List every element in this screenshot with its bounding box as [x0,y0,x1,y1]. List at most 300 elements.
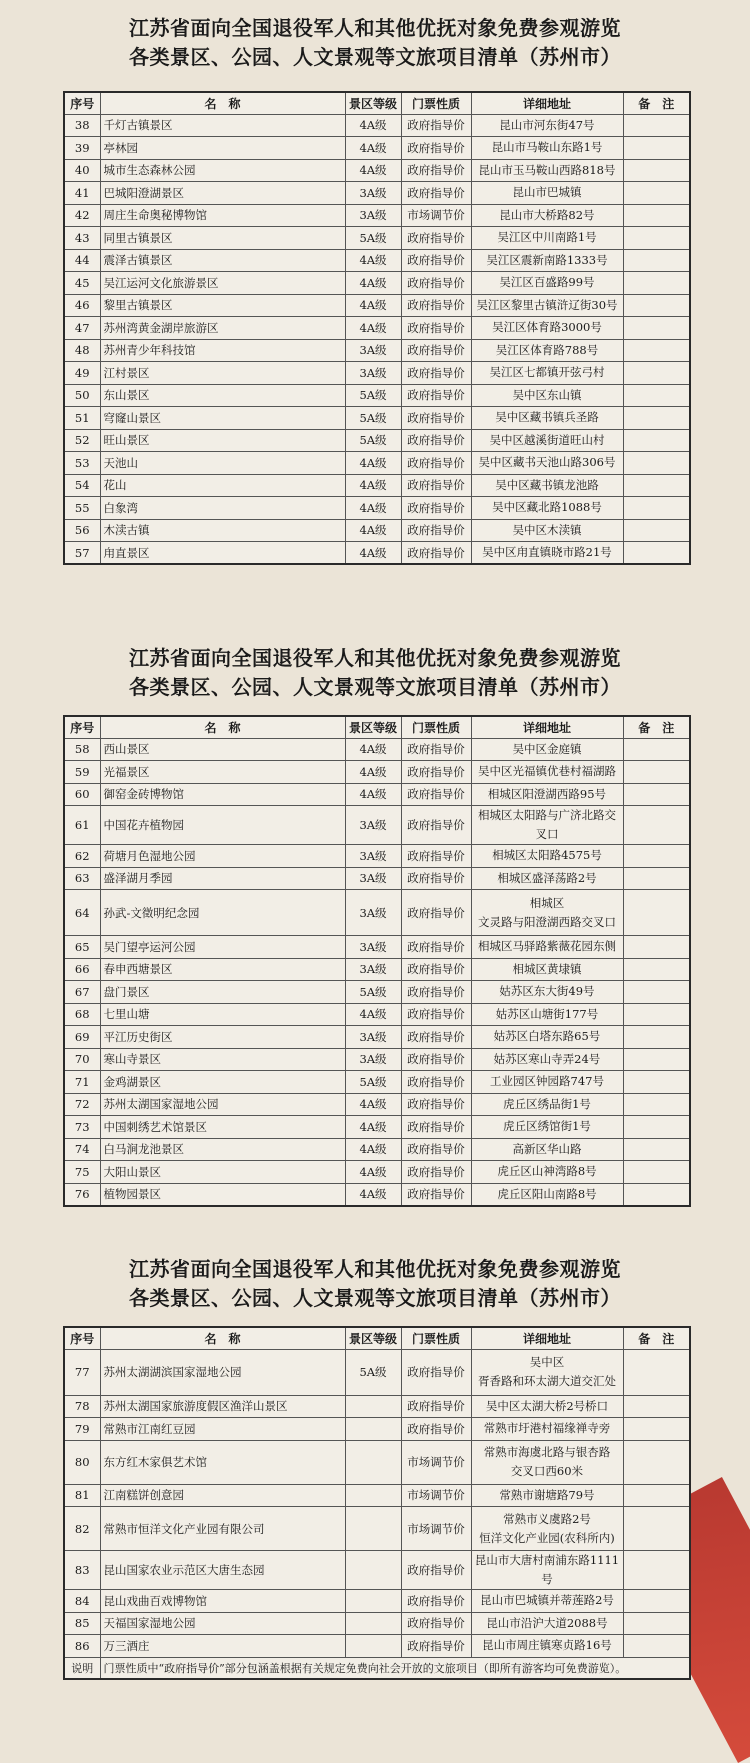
table-row [64,1183,690,1206]
col-name-cell: 黎里古镇景区 [100,294,345,317]
col-grade-cell: 3A级 [345,204,401,227]
col-ticket-cell: 政府指导价 [401,1551,471,1590]
table-row [64,1116,690,1139]
col-remarks-cell [623,429,690,452]
header-col-remarks: 备 注 [623,716,690,738]
col-address-cell: 昆山市大桥路82号 [471,204,623,227]
col-address-cell: 昆山市沿沪大道2088号 [471,1612,623,1635]
col-remarks-cell [623,1003,690,1026]
col-index-cell: 77 [64,1349,100,1395]
col-grade-cell: 4A级 [345,137,401,160]
col-address-cell: 常熟市圩港村福缘禅寺旁 [471,1418,623,1441]
col-name-cell: 植物园景区 [100,1183,345,1206]
col-remarks-cell [623,936,690,959]
col-remarks-cell [623,249,690,272]
header-col-grade: 景区等级 [345,92,401,114]
table-row [64,1003,690,1026]
header-col-index: 序号 [64,92,100,114]
header-col-remarks: 备 注 [623,92,690,114]
col-address-cell: 吴中区木渎镇 [471,519,623,542]
col-name-cell: 大阳山景区 [100,1161,345,1184]
col-remarks-cell [623,806,690,845]
col-name-cell: 御窑金砖博物馆 [100,783,345,806]
col-address-cell: 常熟市谢塘路79号 [471,1484,623,1507]
col-index-cell: 40 [64,159,100,182]
col-index-cell: 86 [64,1635,100,1658]
col-address-cell: 吴中区藏书天池山路306号 [471,452,623,475]
col-ticket-cell: 政府指导价 [401,317,471,340]
col-remarks-cell [623,1026,690,1049]
table-row [64,227,690,250]
header-col-grade: 景区等级 [345,1327,401,1349]
col-ticket-cell: 政府指导价 [401,1349,471,1395]
col-ticket-cell: 政府指导价 [401,519,471,542]
table-row [64,1551,690,1590]
col-remarks-cell [623,137,690,160]
col-name-cell: 昆山戏曲百戏博物馆 [100,1590,345,1613]
col-address-cell: 昆山市玉马鞍山西路818号 [471,159,623,182]
section-title-line1: 江苏省面向全国退役军人和其他优抚对象免费参观游览 [129,646,621,670]
table-row [64,159,690,182]
section-2 [0,644,750,702]
col-name-cell: 江南糕饼创意园 [100,1484,345,1507]
col-grade-cell: 4A级 [345,1116,401,1139]
col-grade-cell: 3A级 [345,182,401,205]
table-row [64,1093,690,1116]
col-remarks-cell [623,1551,690,1590]
col-index-cell: 48 [64,339,100,362]
col-index-cell: 58 [64,738,100,761]
col-index-cell: 46 [64,294,100,317]
section-title-line2: 各类景区、公园、人文景观等文旅项目清单（苏州市） [129,45,621,69]
table-row [64,845,690,868]
col-grade-cell: 4A级 [345,1093,401,1116]
col-index-cell: 60 [64,783,100,806]
col-ticket-cell: 政府指导价 [401,407,471,430]
col-name-cell: 中国花卉植物园 [100,806,345,845]
col-grade-cell: 3A级 [345,890,401,936]
col-ticket-cell: 政府指导价 [401,542,471,565]
col-grade-cell: 3A级 [345,867,401,890]
table-row [64,761,690,784]
col-remarks-cell [623,204,690,227]
col-address-cell: 吴中区藏北路1088号 [471,497,623,520]
col-name-cell: 中国刺绣艺术馆景区 [100,1116,345,1139]
col-address-cell: 姑苏区寒山寺弄24号 [471,1048,623,1071]
col-grade-cell: 3A级 [345,936,401,959]
col-remarks-cell [623,227,690,250]
col-name-cell: 吴江运河文化旅游景区 [100,272,345,295]
col-name-cell: 苏州青少年科技馆 [100,339,345,362]
col-name-cell: 亭林园 [100,137,345,160]
col-name-cell: 苏州太湖湖滨国家湿地公园 [100,1349,345,1395]
table-row [64,1161,690,1184]
header-col-name: 名 称 [100,1327,345,1349]
col-address-cell: 姑苏区白塔东路65号 [471,1026,623,1049]
table-row [64,1590,690,1613]
section-title-line1: 江苏省面向全国退役军人和其他优抚对象免费参观游览 [129,16,621,40]
col-grade-cell: 4A级 [345,1183,401,1206]
section-1 [0,14,750,72]
col-name-cell: 天池山 [100,452,345,475]
table-row [64,452,690,475]
col-index-cell: 62 [64,845,100,868]
col-remarks-cell [623,182,690,205]
col-grade-cell: 4A级 [345,1138,401,1161]
col-remarks-cell [623,272,690,295]
col-index-cell: 56 [64,519,100,542]
table-row [64,1349,690,1395]
col-index-cell: 82 [64,1507,100,1551]
col-index-cell: 53 [64,452,100,475]
col-name-cell: 光福景区 [100,761,345,784]
col-ticket-cell: 政府指导价 [401,452,471,475]
attractions-table-3 [63,1326,691,1680]
table-row [64,1635,690,1658]
col-grade-cell: 4A级 [345,317,401,340]
col-ticket-cell: 政府指导价 [401,159,471,182]
col-name-cell: 城市生态森林公园 [100,159,345,182]
header-col-remarks: 备 注 [623,1327,690,1349]
col-remarks-cell [623,519,690,542]
col-address-cell: 姑苏区山塘街177号 [471,1003,623,1026]
table-row [64,384,690,407]
col-address-cell: 吴中区东山镇 [471,384,623,407]
section-title-line2: 各类景区、公园、人文景观等文旅项目清单（苏州市） [129,675,621,699]
col-grade-cell: 4A级 [345,738,401,761]
col-ticket-cell: 政府指导价 [401,783,471,806]
col-index-cell: 83 [64,1551,100,1590]
col-grade-cell: 4A级 [345,452,401,475]
col-address-cell: 相城区 文灵路与阳澄湖西路交叉口 [471,890,623,936]
col-index-cell: 38 [64,114,100,137]
col-index-cell: 80 [64,1440,100,1484]
col-index-cell: 41 [64,182,100,205]
col-grade-cell: 4A级 [345,272,401,295]
header-col-grade: 景区等级 [345,716,401,738]
header-col-ticket: 门票性质 [401,92,471,114]
header-col-address: 详细地址 [471,92,623,114]
col-index-cell: 50 [64,384,100,407]
col-index-cell: 51 [64,407,100,430]
col-grade-cell: 5A级 [345,1071,401,1094]
col-ticket-cell: 政府指导价 [401,339,471,362]
col-ticket-cell: 政府指导价 [401,1161,471,1184]
col-ticket-cell: 政府指导价 [401,845,471,868]
col-ticket-cell: 政府指导价 [401,958,471,981]
table-row [64,362,690,385]
col-name-cell: 东山景区 [100,384,345,407]
col-remarks-cell [623,1484,690,1507]
col-ticket-cell: 政府指导价 [401,936,471,959]
col-remarks-cell [623,1635,690,1658]
col-address-cell: 姑苏区东大街49号 [471,981,623,1004]
col-grade-cell [345,1507,401,1551]
col-index-cell: 54 [64,474,100,497]
col-index-cell: 49 [64,362,100,385]
col-ticket-cell: 政府指导价 [401,890,471,936]
col-ticket-cell: 政府指导价 [401,761,471,784]
col-grade-cell: 4A级 [345,1161,401,1184]
col-remarks-cell [623,362,690,385]
col-remarks-cell [623,294,690,317]
col-remarks-cell [623,1395,690,1418]
col-name-cell: 花山 [100,474,345,497]
col-remarks-cell [623,1612,690,1635]
col-name-cell: 周庄生命奥秘博物馆 [100,204,345,227]
col-address-cell: 相城区马驿路紫薇花园东侧 [471,936,623,959]
col-address-cell: 吴中区甪直镇晓市路21号 [471,542,623,565]
col-remarks-cell [623,845,690,868]
col-ticket-cell: 政府指导价 [401,1048,471,1071]
col-remarks-cell [623,958,690,981]
col-ticket-cell: 政府指导价 [401,429,471,452]
col-grade-cell: 3A级 [345,1026,401,1049]
col-remarks-cell [623,407,690,430]
section-title-line1: 江苏省面向全国退役军人和其他优抚对象免费参观游览 [129,1257,621,1281]
col-grade-cell: 4A级 [345,542,401,565]
col-index-cell: 75 [64,1161,100,1184]
col-ticket-cell: 政府指导价 [401,294,471,317]
table-row [64,317,690,340]
col-grade-cell: 4A级 [345,497,401,520]
col-ticket-cell: 政府指导价 [401,1183,471,1206]
col-name-cell: 白象湾 [100,497,345,520]
col-index-cell: 71 [64,1071,100,1094]
col-address-cell: 吴江区震新南路1333号 [471,249,623,272]
col-remarks-cell [623,159,690,182]
col-name-cell: 寒山寺景区 [100,1048,345,1071]
col-name-cell: 春申西塘景区 [100,958,345,981]
col-ticket-cell: 政府指导价 [401,137,471,160]
col-index-cell: 84 [64,1590,100,1613]
col-grade-cell [345,1484,401,1507]
col-name-cell: 木渎古镇 [100,519,345,542]
table-row [64,429,690,452]
table-row [64,1440,690,1484]
col-grade-cell: 4A级 [345,1003,401,1026]
col-ticket-cell: 政府指导价 [401,474,471,497]
col-address-cell: 昆山市河东街47号 [471,114,623,137]
col-name-cell: 巴城阳澄湖景区 [100,182,345,205]
col-ticket-cell: 政府指导价 [401,1590,471,1613]
col-index-cell: 52 [64,429,100,452]
col-address-cell: 吴中区金庭镇 [471,738,623,761]
col-grade-cell: 5A级 [345,384,401,407]
col-remarks-cell [623,783,690,806]
col-address-cell: 吴中区太湖大桥2号桥口 [471,1395,623,1418]
table-row [64,542,690,565]
col-name-cell: 常熟市恒洋文化产业园有限公司 [100,1507,345,1551]
col-ticket-cell: 政府指导价 [401,182,471,205]
col-address-cell: 工业园区钟园路747号 [471,1071,623,1094]
col-index-cell: 63 [64,867,100,890]
col-ticket-cell: 政府指导价 [401,1138,471,1161]
col-ticket-cell: 政府指导价 [401,738,471,761]
col-grade-cell: 3A级 [345,845,401,868]
col-name-cell: 东方红木家俱艺术馆 [100,1440,345,1484]
col-address-cell: 吴江区黎里古镇浒辽街30号 [471,294,623,317]
col-address-cell: 虎丘区绣品街1号 [471,1093,623,1116]
col-grade-cell: 4A级 [345,114,401,137]
col-grade-cell [345,1635,401,1658]
col-name-cell: 常熟市江南红豆园 [100,1418,345,1441]
col-ticket-cell: 市场调节价 [401,1440,471,1484]
col-address-cell: 吴中区藏书镇龙池路 [471,474,623,497]
table-row [64,339,690,362]
table-row [64,1395,690,1418]
table-row [64,958,690,981]
col-name-cell: 甪直景区 [100,542,345,565]
col-grade-cell [345,1395,401,1418]
table-row [64,114,690,137]
col-remarks-cell [623,890,690,936]
col-name-cell: 孙武-文徵明纪念园 [100,890,345,936]
col-name-cell: 盛泽湖月季园 [100,867,345,890]
col-remarks-cell [623,452,690,475]
col-name-cell: 吴门望亭运河公园 [100,936,345,959]
attractions-table-1 [63,91,691,565]
col-grade-cell: 5A级 [345,1349,401,1395]
col-address-cell: 虎丘区山神湾路8号 [471,1161,623,1184]
col-remarks-cell [623,981,690,1004]
attractions-table-2 [63,715,691,1207]
table-row [64,407,690,430]
col-address-cell: 相城区阳澄湖西路95号 [471,783,623,806]
col-ticket-cell: 政府指导价 [401,806,471,845]
table-header-row [64,716,690,738]
col-ticket-cell: 政府指导价 [401,249,471,272]
col-ticket-cell: 政府指导价 [401,867,471,890]
col-remarks-cell [623,761,690,784]
table-row [64,1612,690,1635]
header-col-name: 名 称 [100,92,345,114]
col-grade-cell [345,1418,401,1441]
col-name-cell: 同里古镇景区 [100,227,345,250]
col-name-cell: 盘门景区 [100,981,345,1004]
table-row [64,182,690,205]
col-address-cell: 吴江区七都镇开弦弓村 [471,362,623,385]
table-row [64,1138,690,1161]
col-remarks-cell [623,1440,690,1484]
header-col-address: 详细地址 [471,716,623,738]
col-grade-cell: 5A级 [345,227,401,250]
col-remarks-cell [623,1590,690,1613]
col-address-cell: 吴江区百盛路99号 [471,272,623,295]
header-col-name: 名 称 [100,716,345,738]
table-row [64,1026,690,1049]
col-index-cell: 72 [64,1093,100,1116]
note-label: 说明 [64,1657,100,1679]
table-header-row [64,92,690,114]
col-address-cell: 相城区黄埭镇 [471,958,623,981]
col-address-cell: 吴中区藏书镇兵圣路 [471,407,623,430]
col-address-cell: 吴江区体育路788号 [471,339,623,362]
table-row [64,497,690,520]
col-grade-cell [345,1551,401,1590]
col-grade-cell: 4A级 [345,249,401,272]
col-address-cell: 虎丘区绣馆街1号 [471,1116,623,1139]
col-grade-cell: 4A级 [345,761,401,784]
header-col-index: 序号 [64,1327,100,1349]
col-index-cell: 44 [64,249,100,272]
col-name-cell: 西山景区 [100,738,345,761]
col-index-cell: 42 [64,204,100,227]
col-remarks-cell [623,1161,690,1184]
table-row [64,1484,690,1507]
col-address-cell: 虎丘区阳山南路8号 [471,1183,623,1206]
table-row [64,806,690,845]
col-index-cell: 57 [64,542,100,565]
col-index-cell: 59 [64,761,100,784]
note-text: 门票性质中“政府指导价”部分包涵盖根据有关规定免费向社会开放的文旅项目（即所有游客均可免费游览）。 [100,1657,690,1679]
col-ticket-cell: 政府指导价 [401,114,471,137]
table-row [64,936,690,959]
col-address-cell: 吴中区光福镇优巷村福湖路 [471,761,623,784]
col-index-cell: 67 [64,981,100,1004]
col-name-cell: 江村景区 [100,362,345,385]
col-index-cell: 70 [64,1048,100,1071]
col-name-cell: 昆山国家农业示范区大唐生态园 [100,1551,345,1590]
col-index-cell: 78 [64,1395,100,1418]
col-remarks-cell [623,339,690,362]
col-remarks-cell [623,1507,690,1551]
col-index-cell: 74 [64,1138,100,1161]
col-ticket-cell: 政府指导价 [401,1093,471,1116]
col-name-cell: 金鸡湖景区 [100,1071,345,1094]
col-ticket-cell: 市场调节价 [401,1507,471,1551]
table-row [64,137,690,160]
col-address-cell: 昆山市周庄镇寒贞路16号 [471,1635,623,1658]
col-ticket-cell: 政府指导价 [401,227,471,250]
col-index-cell: 39 [64,137,100,160]
col-index-cell: 81 [64,1484,100,1507]
col-grade-cell: 4A级 [345,519,401,542]
col-grade-cell: 4A级 [345,783,401,806]
col-index-cell: 45 [64,272,100,295]
col-address-cell: 高新区华山路 [471,1138,623,1161]
col-index-cell: 64 [64,890,100,936]
table-row [64,981,690,1004]
table-row [64,1507,690,1551]
col-remarks-cell [623,497,690,520]
col-index-cell: 76 [64,1183,100,1206]
section-3 [0,1255,750,1313]
col-name-cell: 千灯古镇景区 [100,114,345,137]
col-address-cell: 昆山市大唐村南浦东路1111号 [471,1551,623,1590]
table-row [64,1048,690,1071]
col-name-cell: 白马涧龙池景区 [100,1138,345,1161]
col-grade-cell: 3A级 [345,806,401,845]
table-row [64,1418,690,1441]
col-name-cell: 七里山塘 [100,1003,345,1026]
col-grade-cell [345,1590,401,1613]
table-row [64,294,690,317]
col-remarks-cell [623,114,690,137]
col-address-cell: 常熟市海虞北路与银杏路 交叉口西60米 [471,1440,623,1484]
col-grade-cell: 3A级 [345,362,401,385]
col-index-cell: 55 [64,497,100,520]
col-address-cell: 吴中区 胥香路和环太湖大道交汇处 [471,1349,623,1395]
col-name-cell: 旺山景区 [100,429,345,452]
col-remarks-cell [623,1116,690,1139]
col-index-cell: 79 [64,1418,100,1441]
header-col-index: 序号 [64,716,100,738]
col-remarks-cell [623,1071,690,1094]
col-grade-cell: 5A级 [345,407,401,430]
col-ticket-cell: 政府指导价 [401,1026,471,1049]
table-row [64,204,690,227]
